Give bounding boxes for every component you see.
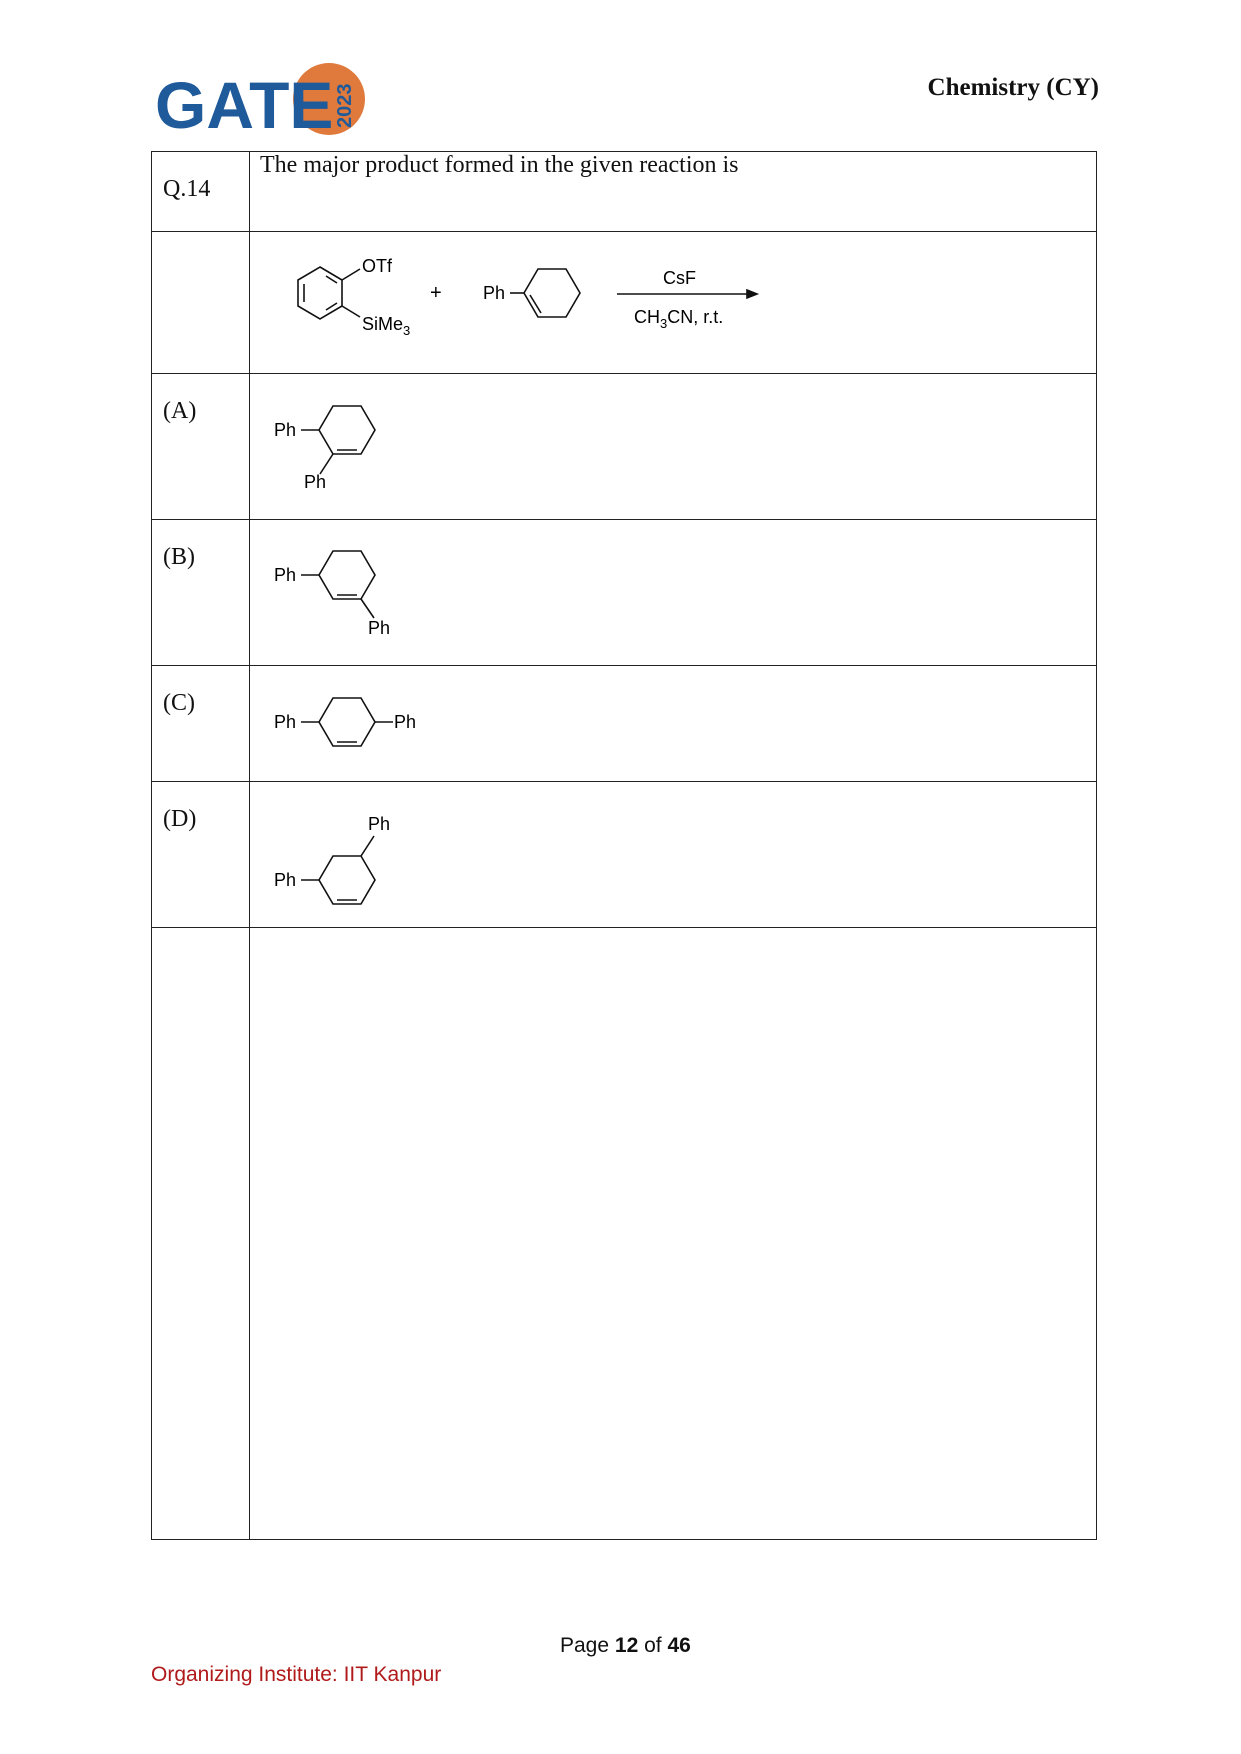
svg-text:Ph: Ph (274, 420, 297, 440)
option-a-row[interactable] (152, 374, 1097, 520)
question-table (151, 151, 1097, 1540)
svg-text:Ph: Ph (274, 565, 297, 585)
sime-label: SiMe (362, 314, 404, 334)
svg-text:Ph: Ph (368, 814, 391, 834)
logo-year: 2023 (334, 83, 356, 128)
question-row (152, 152, 1097, 232)
option-d-structure (260, 782, 560, 922)
reagent-csf: CsF (663, 268, 696, 288)
svg-text:Ph: Ph (274, 870, 297, 890)
plus-sign: + (430, 282, 442, 304)
option-c-label: (C) (152, 666, 250, 782)
option-a-label: (A) (152, 374, 250, 520)
organizing-institute: Organizing Institute: IIT Kanpur (151, 1663, 442, 1686)
option-c-structure (260, 666, 560, 776)
reagent-solvent: $CH_3CN$, r.t. (634, 307, 724, 331)
svg-text:Ph: Ph (394, 712, 417, 732)
question-stem: The major product formed in the given reaction is (250, 152, 1097, 232)
option-c-row[interactable] (152, 666, 1097, 782)
svg-text:Ph: Ph (304, 472, 327, 492)
otf-label: OTf (362, 256, 392, 276)
option-d-label: (D) (152, 782, 250, 928)
question-number: Q.14 (152, 152, 250, 232)
option-b-structure (260, 520, 560, 660)
page-number: Page 12 of 46 (560, 1634, 691, 1657)
gate-2023-logo (155, 62, 365, 142)
svg-text:Ph: Ph (368, 618, 391, 638)
blank-row (152, 928, 1097, 1540)
benzyne-precursor-structure (298, 267, 360, 319)
reaction-arrow (617, 290, 757, 298)
reaction-row (152, 232, 1097, 374)
reaction-scheme (260, 232, 860, 368)
svg-text:SiMe3: SiMe$_3$ (362, 314, 411, 338)
subject-title: Chemistry (CY) (927, 74, 1099, 101)
reactant2-ph-label: Ph (483, 283, 506, 303)
option-a-structure (260, 374, 560, 514)
option-d-row[interactable] (152, 782, 1097, 928)
svg-text:Ph: Ph (274, 712, 297, 732)
logo-text: GATE (155, 68, 334, 142)
option-b-row[interactable] (152, 520, 1097, 666)
phenylcyclohexene-structure (510, 269, 580, 317)
option-b-label: (B) (152, 520, 250, 666)
